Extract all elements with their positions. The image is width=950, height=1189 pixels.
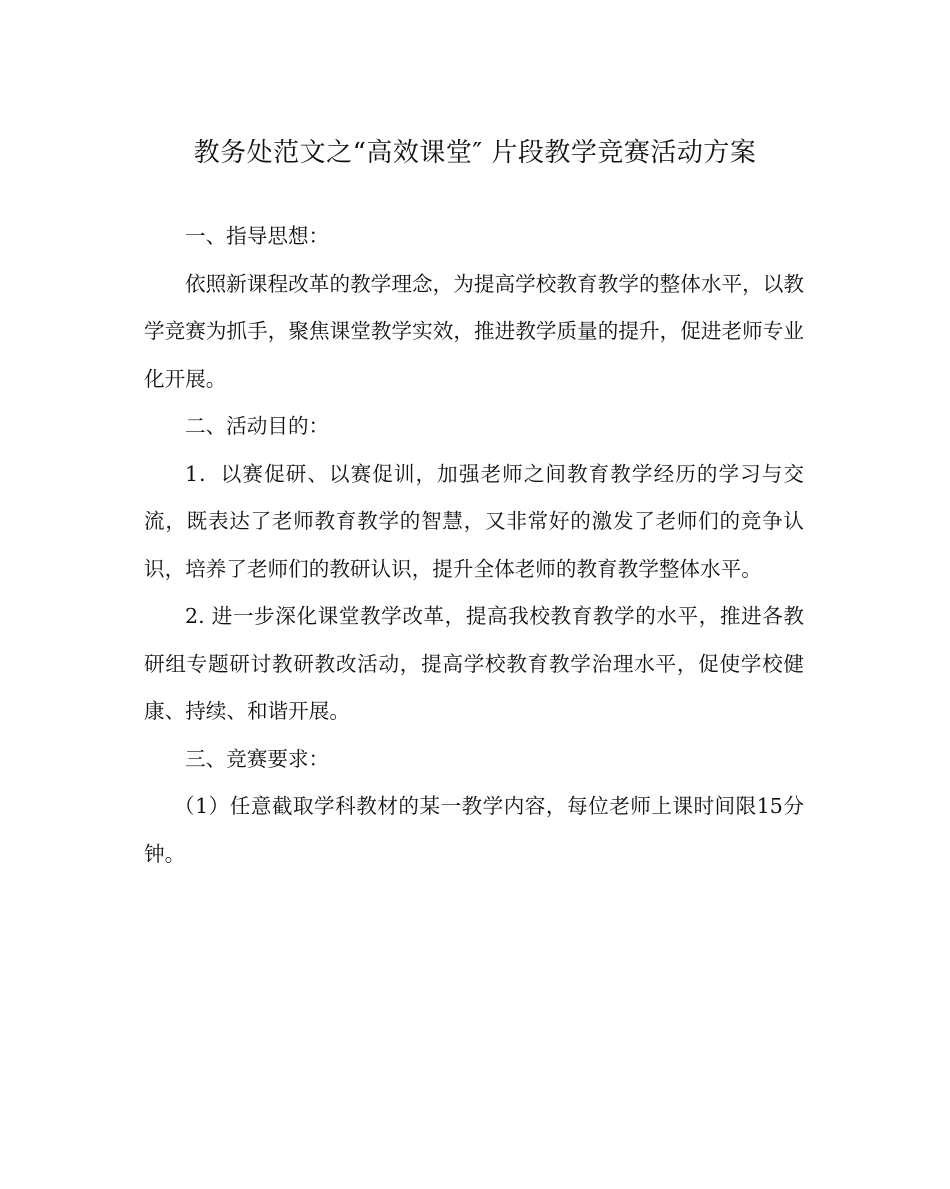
section-heading-competition-requirements: 三、竞赛要求： (185, 746, 330, 771)
paragraph-purpose-1: 1．以赛促研、以赛促训，加强老师之间教育教学经历的学习与交流，既表达了老师教育教学的智慧，又非常好的激发了老师们的竞争认识，培养了老师们的教研认识，提升全体老师的教育教学整体水平。 (144, 461, 804, 581)
paragraph-requirement-1: （1）任意截取学科教材的某一教学内容，每位老师上课时间限15分钟。 (144, 794, 804, 866)
document-title: 教务处范文之“高效课堂″ 片段教学竞赛活动方案 (193, 138, 757, 168)
paragraph-guiding-ideology: 依照新课程改革的教学理念，为提高学校教育教学的整体水平，以教学竞赛为抓手，聚焦课堂教学实效，推进教学质量的提升，促进老师专业化开展。 (144, 271, 804, 391)
document-body (144, 213, 804, 878)
section-heading-activity-purpose: 二、活动目的： (185, 414, 330, 438)
section-heading-guiding-ideology: 一、指导思想： (185, 224, 330, 248)
paragraph-purpose-2: 2. 进一步深化课堂教学改革，提高我校教育教学的水平，推进各教研组专题研讨教研教改活动，提高学校教育教学治理水平，促使学校健康、持续、和谐开展。 (144, 604, 804, 723)
